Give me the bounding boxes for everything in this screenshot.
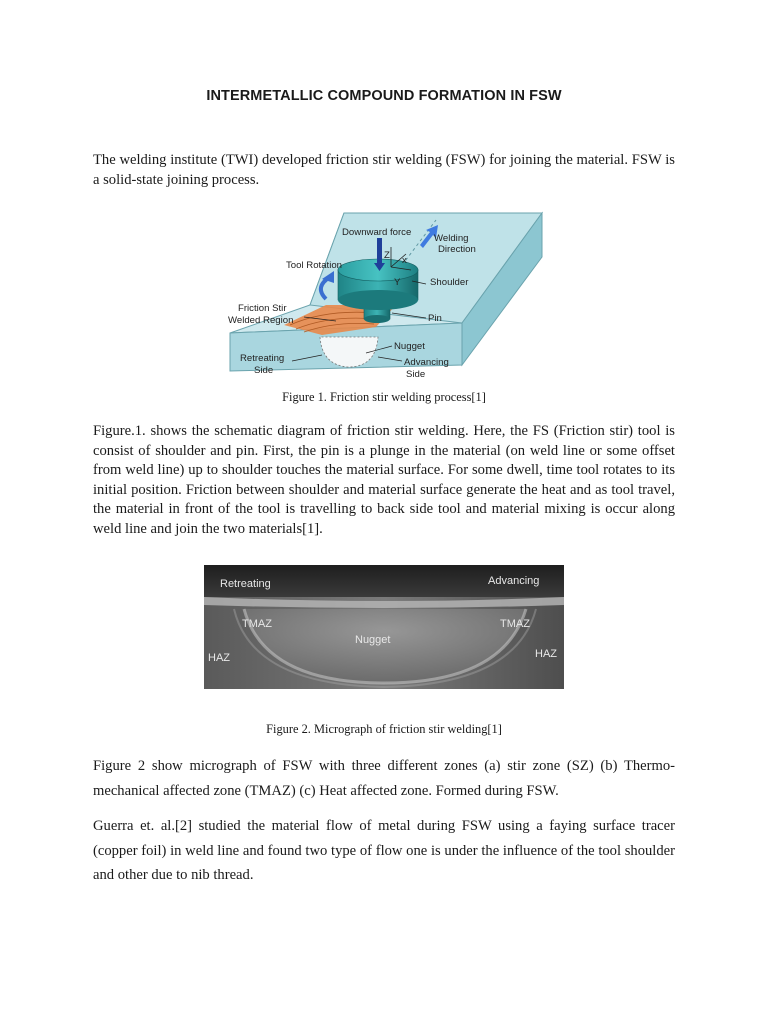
label-welding: Welding (434, 233, 469, 244)
micrograph-label-advancing: Advancing (488, 575, 540, 587)
label-downward-force: Downward force (342, 227, 412, 238)
label-advancing: Advancing (404, 357, 449, 368)
label-friction-stir: Friction Stir (238, 303, 287, 314)
label-axis-z: Z (384, 250, 390, 261)
label-pin: Pin (428, 313, 442, 324)
micrograph-label-tmaz-left: TMAZ (242, 618, 272, 630)
label-axis-x: x (402, 255, 407, 266)
label-nugget: Nugget (394, 341, 425, 352)
figure-1-caption: Figure 1. Friction stir welding process[1] (282, 390, 486, 404)
micrograph-label-tmaz-right: TMAZ (500, 618, 530, 630)
micrograph-label-haz-right: HAZ (535, 648, 557, 660)
label-direction: Direction (438, 244, 476, 255)
label-side-left: Side (254, 365, 274, 376)
micrograph-label-nugget: Nugget (355, 634, 391, 646)
label-welded-region: Welded Region (228, 315, 294, 326)
label-shoulder: Shoulder (430, 277, 469, 288)
figure-2-caption: Figure 2. Micrograph of friction stir welding[1] (266, 722, 502, 736)
micrograph-label-retreating: Retreating (220, 578, 271, 590)
page-title: INTERMETALLIC COMPOUND FORMATION IN FSW (206, 88, 562, 104)
paragraph-figure-2-description: Figure 2 show micrograph of FSW with three different zones (a) stir zone (SZ) (b) Thermo-mechanical affected zone (TMAZ) (c) Heat affected zone. Formed during FSW. (93, 758, 675, 799)
figure-2-micrograph (204, 565, 564, 689)
paragraph-guerra-study: Guerra et. al.[2] studied the material flow of metal during FSW using a faying surface tracer (copper foil) in weld line and found two type of flow one is under the influence of the tool shoulder and other due to nib thread. (93, 818, 675, 883)
figure-1-diagram (226, 205, 546, 383)
intro-paragraph: The welding institute (TWI) developed friction stir welding (FSW) for joining the material. FSW is a solid-state joining process. (93, 152, 675, 188)
paragraph-figure-1-description: Figure.1. shows the schematic diagram of friction stir welding. Here, the FS (Friction stir) tool is consist of shoulder and pin. First, the pin is a plunge in the material (on weld line or some offset from weld line) up to shoulder touches the material surface. For some dwell, time tool rotates to its initial position. Friction between shoulder and material surface generate the heat and as tool travel, the material in front of the tool is travelling to back side tool and material mixing is occur along weld line and join the two materials[1]. (93, 423, 675, 537)
label-side-right: Side (406, 369, 426, 380)
label-retreating: Retreating (240, 353, 285, 364)
label-tool-rotation: Tool Rotation (286, 260, 342, 271)
micrograph-label-haz-left: HAZ (208, 652, 230, 664)
label-axis-y: Y (394, 277, 401, 288)
